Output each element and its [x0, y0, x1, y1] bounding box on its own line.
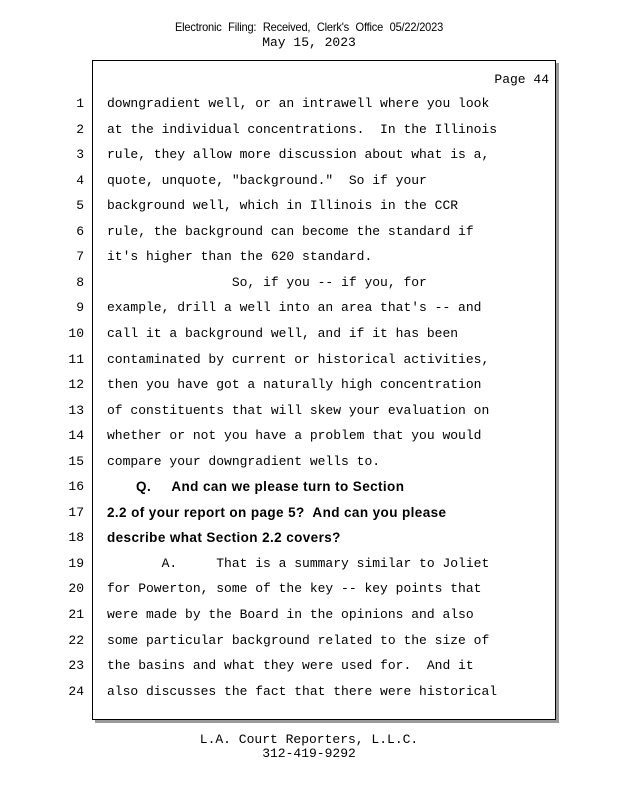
transcript-question-text: 2.2 of your report on page 5? And can you please — [107, 504, 447, 520]
line-number: 9 — [76, 300, 84, 316]
transcript-line-text: the basins and what they were used for. And it — [107, 658, 474, 674]
line-number: 12 — [68, 377, 84, 393]
transcript-line-text: were made by the Board in the opinions and also — [107, 607, 474, 622]
transcript-line-text: quote, unquote, "background." So if your — [107, 172, 427, 188]
line-number: 22 — [68, 632, 84, 648]
line-number: 14 — [68, 428, 84, 444]
transcript-line-text: then you have got a naturally high concentration — [107, 377, 482, 393]
line-number: 8 — [76, 274, 84, 290]
filing-stamp: Electronic Filing: Received, Clerk's Office 05/22/2023 — [174, 20, 444, 34]
transcript-line-text: rule, they allow more discussion about what is a, — [107, 147, 490, 163]
line-number: 11 — [68, 351, 84, 367]
transcript-line-text: downgradient well, or an intrawell where you look — [107, 96, 490, 111]
line-number: 10 — [68, 325, 84, 341]
transcript-line-text: of constituents that will skew your evaluation on — [107, 402, 490, 418]
transcript-line-text: also discusses the fact that there were historical — [107, 683, 498, 699]
transcript-line-text: So, if you -- if you, for — [107, 274, 427, 290]
line-number: 19 — [68, 555, 84, 571]
deposition-date: May 15, 2023 — [262, 35, 356, 50]
transcript-line-text: compare your downgradient wells to. — [107, 453, 381, 469]
transcript-line-text: at the individual concentrations. In the Illinois — [107, 121, 498, 137]
line-number: 24 — [68, 683, 84, 699]
line-number: 2 — [76, 121, 84, 137]
transcript-line-text: it's higher than the 620 standard. — [107, 249, 373, 265]
line-number: 20 — [68, 581, 84, 597]
reporter-phone: 312-419-9292 — [262, 746, 356, 761]
transcript-line-text: for Powerton, some of the key -- key points that — [107, 581, 482, 597]
line-number: 18 — [68, 530, 84, 546]
line-number: 13 — [68, 402, 84, 418]
reporter-company: L.A. Court Reporters, L.L.C. — [199, 732, 419, 747]
line-number: 1 — [76, 96, 84, 111]
transcript-line-text: example, drill a well into an area that's -- and — [107, 300, 482, 316]
transcript-line-text: some particular background related to the size of — [107, 632, 490, 648]
transcript-line-text: contaminated by current or historical activities, — [107, 351, 490, 367]
transcript-line-text: background well, which in Illinois in the CCR — [107, 198, 459, 214]
transcript-question-text: Q. And can we please turn to Section — [107, 479, 405, 495]
transcript-question-text: describe what Section 2.2 covers? — [107, 530, 341, 546]
line-number: 5 — [76, 198, 84, 214]
transcript-line-text: whether or not you have a problem that you would — [107, 428, 482, 444]
page-number: Page 44 — [494, 72, 549, 87]
transcript-line-text: A. That is a summary similar to Joliet — [107, 555, 490, 571]
line-number: 16 — [68, 479, 84, 495]
transcript-line-text: call it a background well, and if it has been — [107, 325, 459, 341]
line-number: 15 — [68, 453, 84, 469]
transcript-line-text: rule, the background can become the standard if — [107, 223, 474, 239]
line-number: 7 — [76, 249, 84, 265]
line-number: 3 — [76, 147, 84, 163]
line-number-divider — [92, 89, 93, 706]
line-number: 4 — [76, 172, 84, 188]
line-number: 6 — [76, 223, 84, 239]
line-number: 23 — [68, 658, 84, 674]
line-number: 17 — [68, 504, 84, 520]
line-number: 21 — [68, 607, 84, 622]
